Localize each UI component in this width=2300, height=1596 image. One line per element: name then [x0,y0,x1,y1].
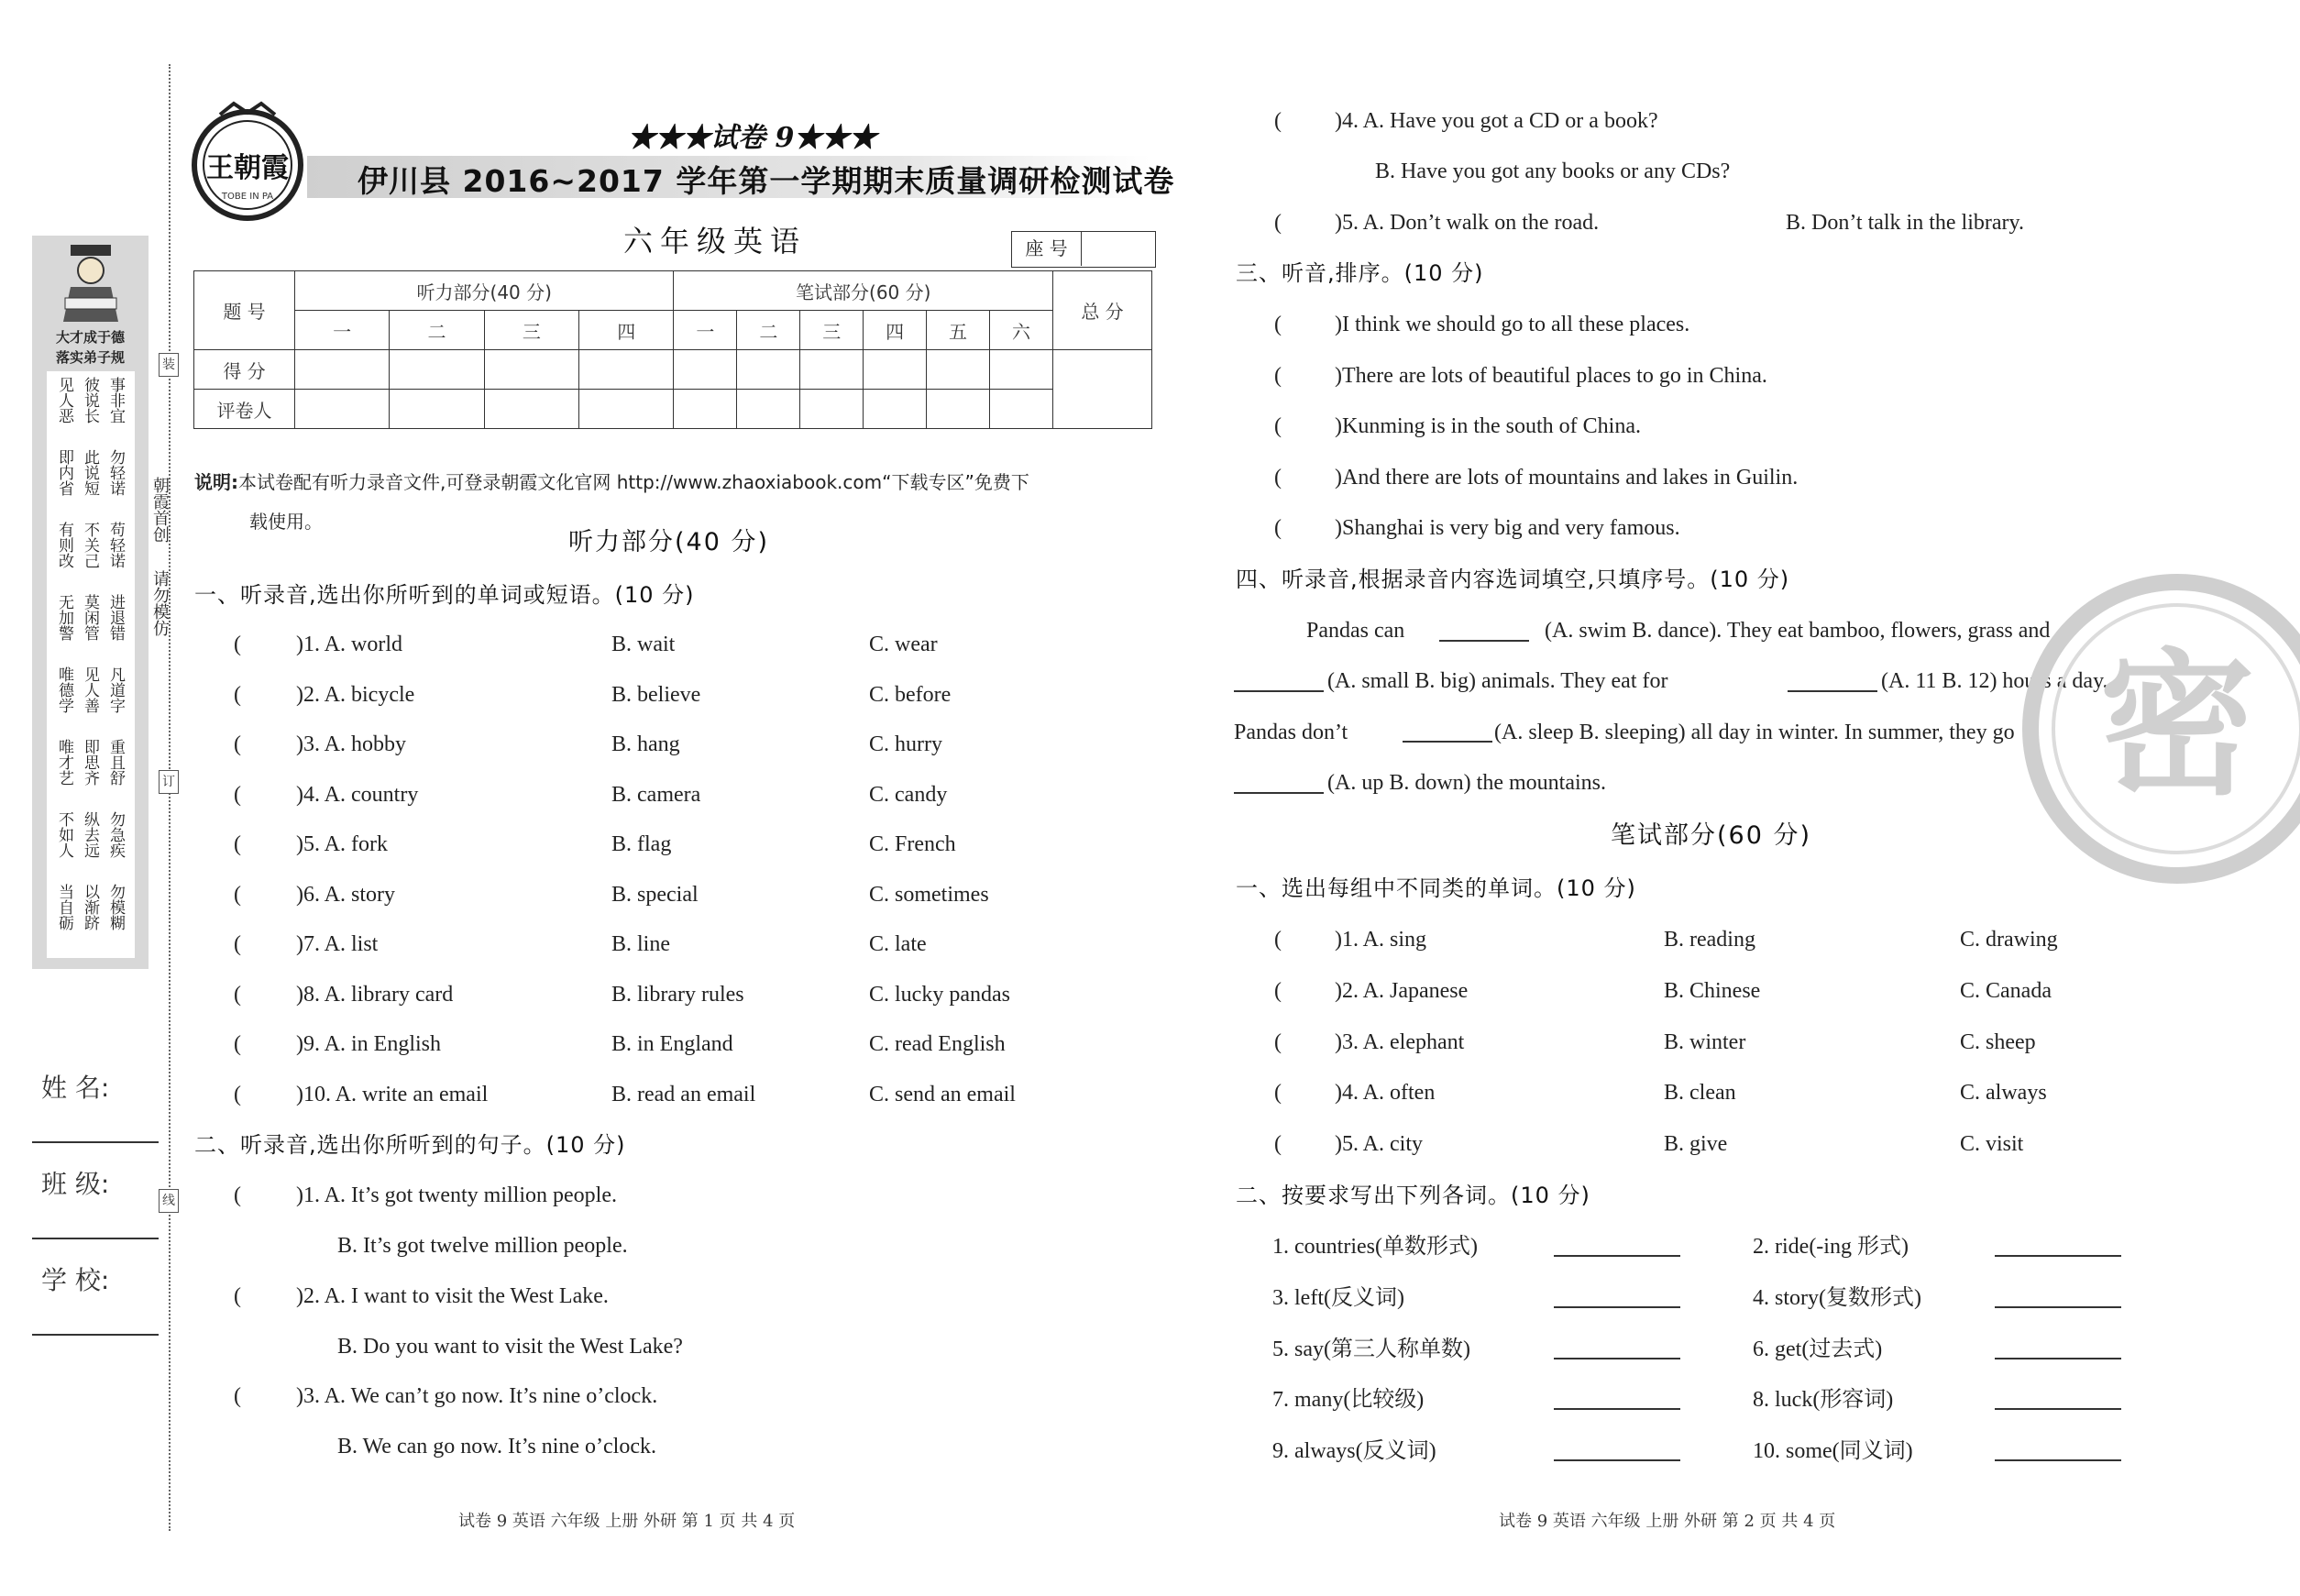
footer-left: 试卷 9 英语 六年级 上册 外研 第 1 页 共 4 页 [458,1512,796,1531]
answer-blank[interactable] [1554,1255,1680,1257]
score-cell[interactable] [989,350,1052,390]
answer-paren[interactable]: ( [1274,516,1282,540]
motto-line: 大才成于德 [55,329,125,346]
question-option-c: C. Canada [1960,978,2052,1003]
cloze-text: (A. swim B. dance). They eat bamboo, flowers, grass and [1545,619,2051,643]
name-field[interactable] [32,1141,159,1143]
question-option-b: B. special [611,882,699,907]
cloze-blank[interactable] [1403,741,1492,743]
answer-paren[interactable]: ( [1274,414,1282,438]
table-col: 三 [800,311,864,350]
grader-cell[interactable] [989,390,1052,429]
cloze-blank[interactable] [1234,690,1324,692]
section-heading: 四、听录音,根据录音内容选词填空,只填序号。(10 分) [1236,567,1790,592]
school-label: 学 校: [41,1265,110,1295]
question-option-c: C. candy [869,782,948,807]
poem-column: 勿轻诺 [106,449,125,496]
score-cell[interactable] [390,350,484,390]
question-option-c: C. French [869,832,956,856]
answer-paren[interactable]: ( [234,932,241,956]
word-prompt: 1. countries(单数形式) [1272,1235,1478,1259]
word-prompt: 3. left(反义词) [1272,1285,1404,1310]
table-col: 五 [927,311,990,350]
poem-column: 不关己 [81,522,99,568]
cloze-blank[interactable] [1788,690,1877,692]
answer-paren[interactable]: ( [1274,363,1282,388]
question-option-a: )8. A. library card [296,982,454,1007]
score-cell[interactable] [578,350,673,390]
poem-column: 此说短 [81,449,99,496]
binding-mark: 线 [159,1189,179,1213]
answer-paren[interactable]: ( [234,1082,241,1106]
score-cell[interactable] [295,350,390,390]
vertical-note: 朝霞首创 [150,477,170,543]
answer-blank[interactable] [1995,1408,2121,1410]
exam-title: 伊川县 2016~2017 学年第一学期期末质量调研检测试卷 [358,163,1175,199]
listening-title: 听力部分(40 分) [568,528,770,556]
question-option-b: B. give [1664,1132,1728,1157]
question-option-c: C. send an email [869,1082,1016,1106]
section-heading: 三、听音,排序。(10 分) [1236,260,1484,286]
question-option-a: )9. A. in English [296,1032,442,1056]
header-logo [183,96,312,225]
question-option-c: C. always [1960,1081,2047,1106]
answer-paren[interactable]: ( [1274,1029,1282,1054]
poem-box [47,371,135,958]
class-field[interactable] [32,1238,159,1239]
poem-column: 见人恶 [55,377,73,424]
question-option-b: B. Chinese [1664,978,1761,1003]
poem-column: 勿模糊 [106,884,125,930]
answer-blank[interactable] [1554,1459,1680,1461]
score-cell[interactable] [674,350,737,390]
note-text: 本试卷配有听力录音文件,可登录朝霞文化官网 http://www.zhaoxiabook.com“下载专区”免费下 [238,471,1029,493]
question-option-c: C. sheep [1960,1029,2036,1054]
note-label: 说明: [194,471,238,493]
answer-blank[interactable] [1995,1255,2121,1257]
table-row-label: 评卷人 [194,390,295,429]
poem-column: 唯才艺 [55,739,73,786]
question-option-c: C. drawing [1960,928,2058,952]
question-option-a: )3. A. elephant [1335,1029,1465,1054]
vertical-note: 请勿模仿 [150,570,170,636]
seal-stamp [2021,573,2300,885]
poem-column: 彼说长 [81,377,99,424]
question-option-b: B. It’s got twelve million people. [337,1234,628,1258]
answer-paren[interactable]: ( [234,1384,241,1408]
answer-paren[interactable]: ( [1274,1081,1282,1106]
grader-cell[interactable] [864,390,927,429]
table-header: 题 号 [194,271,295,350]
poem-column: 事非宜 [106,377,125,424]
question-option-b: B. wait [611,633,676,656]
answer-paren[interactable]: ( [234,682,241,707]
word-prompt: 2. ride(-ing 形式) [1753,1235,1909,1259]
question-option-a: )1. A. world [296,633,402,656]
answer-paren[interactable]: ( [234,1183,241,1207]
table-col: 三 [484,311,578,350]
poem-column: 勿急疾 [106,811,125,858]
answer-paren[interactable]: ( [234,1032,241,1056]
cloze-line-1 [1306,617,1404,644]
writing-title: 笔试部分(60 分) [1611,821,1812,850]
table-col: 一 [295,311,390,350]
question-option-b: B. line [611,932,670,956]
grader-cell[interactable] [927,390,990,429]
question-option-b: B. winter [1664,1029,1746,1054]
score-cell[interactable] [927,350,990,390]
cloze-text: (A. sleep B. sleeping) all day in winter. In summer, they go [1494,721,2015,744]
score-cell[interactable] [484,350,578,390]
seat-label: 座 号 [1012,232,1082,266]
question-option-c: C. lucky pandas [869,982,1010,1007]
question-option-a: )1. A. It’s got twenty million people. [296,1183,617,1207]
motto-line: 落实弟子规 [55,349,125,366]
question-option-a: )5. A. fork [296,832,388,856]
question-option-a: )5. A. Don’t walk on the road. [1335,211,1600,235]
word-prompt: 4. story(复数形式) [1753,1285,1921,1310]
ordering-sentence: )And there are lots of mountains and lakes in Guilin. [1335,465,1799,490]
question-option-a: )5. A. city [1335,1132,1423,1157]
poem-column: 不如人 [55,811,73,858]
poem-column: 见人善 [81,666,99,713]
question-option-a: )3. A. We can’t go now. It’s nine o’clock. [296,1384,658,1408]
score-table [193,270,1152,429]
grader-cell[interactable] [295,390,390,429]
binding-mark: 订 [159,770,179,794]
poem-column: 纵去远 [81,811,99,858]
question-option-c: C. hurry [869,732,942,756]
word-prompt: 9. always(反义词) [1272,1439,1436,1464]
word-prompt: 10. some(同义词) [1753,1439,1913,1464]
answer-paren[interactable]: ( [234,982,241,1007]
cloze-text: (A. up B. down) the mountains. [1327,771,1606,795]
question-option-b: B. in England [611,1032,733,1056]
motto-panel [32,236,149,969]
poem-column: 苟轻诺 [106,522,125,568]
poem-column: 唯德学 [55,666,73,713]
question-option-a: )4. A. country [296,782,419,807]
grader-cell[interactable] [484,390,578,429]
word-prompt: 5. say(第三人称单数) [1272,1337,1470,1361]
score-cell[interactable] [864,350,927,390]
binding-mark: 装 [159,353,179,377]
name-label: 姓 名: [41,1073,110,1103]
answer-paren[interactable]: ( [234,832,241,856]
table-header: 笔试部分(60 分) [674,271,1053,311]
answer-blank[interactable] [1554,1306,1680,1308]
question-option-a: )4. A. Have you got a CD or a book? [1335,109,1658,133]
grader-cell[interactable] [737,390,800,429]
question-option-b: B. We can go now. It’s nine o’clock. [337,1435,656,1458]
question-option-c: C. before [869,682,952,707]
logo-text: 王朝霞 [206,152,289,184]
ordering-sentence: )There are lots of beautiful places to go in China. [1335,363,1767,388]
scholar-icon [52,243,129,325]
question-option-b: B. reading [1664,928,1755,952]
question-option-a: )10. A. write an email [296,1082,489,1106]
score-cell[interactable] [800,350,864,390]
table-col: 二 [390,311,484,350]
ordering-sentence: )I think we should go to all these places. [1335,313,1690,336]
answer-paren[interactable]: ( [1274,109,1282,133]
poem-column: 凡道字 [106,666,125,713]
question-option-b: B. library rules [611,982,744,1007]
poem-column: 有则改 [55,522,73,568]
series-label: ★★★试卷 9★★★ [628,122,877,154]
question-option-a: )2. A. I want to visit the West Lake. [296,1284,609,1308]
cloze-text: (A. 11 B. 12) hours a day. [1881,669,2108,693]
answer-paren[interactable]: ( [234,1284,241,1308]
question-option-c: C. wear [869,633,938,656]
grader-cell[interactable] [578,390,673,429]
answer-paren[interactable]: ( [1274,978,1282,1003]
cloze-text-a: (A. small B. big) animals. They eat for [1327,669,1668,693]
section-heading: 一、听录音,选出你所听到的单词或短语。(10 分) [194,582,695,608]
word-prompt: 6. get(过去式) [1753,1337,1883,1361]
section-heading: 一、选出每组中不同类的单词。(10 分) [1236,875,1636,901]
question-option-c: C. late [869,932,927,956]
table-row-label: 得 分 [194,350,295,390]
footer-right: 试卷 9 英语 六年级 上册 外研 第 2 页 共 4 页 [1499,1512,1836,1531]
section-heading: 二、听录音,选出你所听到的句子。(10 分) [194,1132,626,1158]
poem-column: 重且舒 [106,739,125,786]
question-option-b: B. hang [611,732,680,756]
question-option-b: B. believe [611,682,701,707]
answer-paren[interactable]: ( [1274,211,1282,235]
ordering-sentence: )Shanghai is very big and very famous. [1335,516,1680,540]
answer-paren[interactable]: ( [234,782,241,807]
poem-column: 当自砺 [55,884,73,930]
question-option-a: )4. A. often [1335,1081,1436,1106]
answer-blank[interactable] [1554,1408,1680,1410]
answer-blank[interactable] [1995,1459,2121,1461]
question-option-a: )3. A. hobby [296,732,406,756]
ordering-sentence: )Kunming is in the south of China. [1335,414,1641,438]
total-score-cell[interactable] [1053,350,1152,429]
note [194,468,1029,494]
seal-text: 密 [2098,635,2256,817]
grader-cell[interactable] [390,390,484,429]
question-option-b: B. Do you want to visit the West Lake? [337,1335,683,1359]
question-option-a: )7. A. list [296,932,379,956]
answer-blank[interactable] [1995,1358,2121,1359]
question-option-b: B. camera [611,782,701,807]
table-col: 二 [737,311,800,350]
score-cell[interactable] [737,350,800,390]
question-option-b: B. read an email [611,1082,756,1106]
class-label: 班 级: [41,1169,110,1199]
answer-paren[interactable]: ( [234,732,241,756]
answer-paren[interactable]: ( [234,882,241,907]
question-option-a: )2. A. bicycle [296,682,415,707]
school-field[interactable] [32,1334,159,1336]
question-option-b: B. Have you got any books or any CDs? [1375,160,1731,183]
answer-blank[interactable] [1554,1358,1680,1359]
question-option-c: C. read English [869,1032,1006,1056]
answer-paren[interactable]: ( [1274,465,1282,490]
section-heading: 二、按要求写出下列各词。(10 分) [1236,1183,1590,1208]
table-col: 四 [864,311,927,350]
table-col: 一 [674,311,737,350]
question-option-a: )6. A. story [296,882,395,907]
table-header: 总 分 [1053,271,1152,350]
word-prompt: 8. luck(形容词) [1753,1388,1894,1413]
logo-subtext: TOBE IN PA [221,192,274,202]
grader-cell[interactable] [800,390,864,429]
table-header: 听力部分(40 分) [295,271,674,311]
note-text-cont: 载使用。 [249,511,323,533]
question-option-b: B. flag [611,832,672,856]
word-prompt: 7. many(比较级) [1272,1388,1425,1413]
grader-cell[interactable] [674,390,737,429]
poem-column: 无加警 [55,594,73,641]
answer-paren[interactable]: ( [1274,928,1282,952]
cloze-text: Pandas can [1306,619,1405,643]
question-option-a: )2. A. Japanese [1335,978,1469,1003]
cloze-blank[interactable] [1234,792,1324,794]
cloze-blank[interactable] [1439,640,1529,642]
cloze-text: Pandas don’t [1234,721,1348,744]
question-option-c: C. visit [1960,1132,2024,1157]
answer-paren[interactable]: ( [1274,1132,1282,1157]
q5-option-b: B. Don’t talk in the library. [1786,211,2024,235]
table-col: 六 [989,311,1052,350]
table-col: 四 [578,311,673,350]
answer-blank[interactable] [1995,1306,2121,1308]
dashed-binding-line [169,64,171,1531]
answer-paren[interactable]: ( [1274,313,1282,336]
cloze-text [1327,667,1667,695]
question-option-b: B. clean [1664,1081,1736,1106]
seat-number-box[interactable] [1011,231,1156,268]
poem-column: 以渐跻 [81,884,99,930]
question-option-c: C. sometimes [869,882,989,907]
poem-column: 莫闲管 [81,594,99,641]
subject-title: 六年级英语 [623,224,808,259]
question-option-a: )1. A. sing [1335,928,1427,952]
answer-paren[interactable]: ( [234,633,241,656]
poem-column: 即内省 [55,449,73,496]
poem-column: 进退错 [106,594,125,641]
poem-column: 即思齐 [81,739,99,786]
